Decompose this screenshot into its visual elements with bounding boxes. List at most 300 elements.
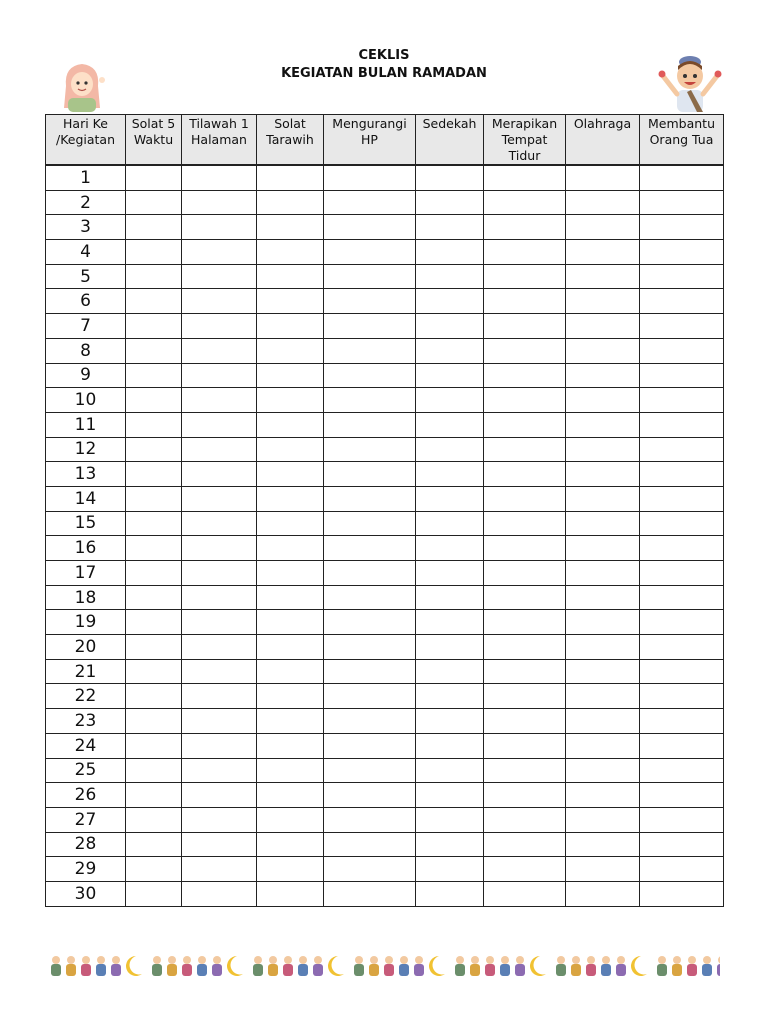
page-subtitle: KEGIATAN BULAN RAMADAN [281, 66, 487, 81]
checkbox-cell[interactable] [324, 165, 416, 190]
checkbox-cell[interactable] [257, 314, 324, 339]
checkbox-cell[interactable] [416, 832, 484, 857]
checkbox-cell[interactable] [566, 659, 640, 684]
checkbox-cell[interactable] [324, 215, 416, 240]
checkbox-cell[interactable] [324, 659, 416, 684]
checkbox-cell[interactable] [126, 783, 182, 808]
checkbox-cell[interactable] [484, 659, 566, 684]
checkbox-cell[interactable] [566, 314, 640, 339]
checkbox-cell[interactable] [640, 659, 724, 684]
checkbox-cell[interactable] [484, 733, 566, 758]
checkbox-cell[interactable] [182, 659, 257, 684]
checkbox-cell[interactable] [566, 511, 640, 536]
checkbox-cell[interactable] [484, 881, 566, 906]
checkbox-cell[interactable] [416, 190, 484, 215]
day-number: 25 [46, 758, 126, 783]
checkbox-cell[interactable] [484, 807, 566, 832]
table-row [46, 338, 724, 363]
checkbox-cell[interactable] [257, 240, 324, 265]
checkbox-cell[interactable] [640, 264, 724, 289]
checkbox-cell[interactable] [126, 215, 182, 240]
table-row [46, 240, 724, 265]
checkbox-cell[interactable] [126, 807, 182, 832]
checkbox-cell[interactable] [324, 807, 416, 832]
table-row [46, 881, 724, 906]
checkbox-cell[interactable] [126, 486, 182, 511]
ramadan-kids-border-icon [50, 950, 720, 980]
day-number: 4 [46, 240, 126, 265]
day-number: 28 [46, 832, 126, 857]
table-row [46, 388, 724, 413]
day-number: 19 [46, 610, 126, 635]
checkbox-cell[interactable] [566, 807, 640, 832]
checkbox-cell[interactable] [324, 264, 416, 289]
checkbox-cell[interactable] [257, 585, 324, 610]
day-number: 22 [46, 684, 126, 709]
checkbox-cell[interactable] [257, 388, 324, 413]
checkbox-cell[interactable] [126, 363, 182, 388]
checkbox-cell[interactable] [126, 165, 182, 190]
checkbox-cell[interactable] [640, 437, 724, 462]
day-number: 8 [46, 338, 126, 363]
checkbox-cell[interactable] [416, 684, 484, 709]
checkbox-cell[interactable] [182, 314, 257, 339]
checkbox-cell[interactable] [640, 388, 724, 413]
checkbox-cell[interactable] [484, 511, 566, 536]
checkbox-cell[interactable] [640, 486, 724, 511]
checkbox-cell[interactable] [566, 215, 640, 240]
checkbox-cell[interactable] [126, 240, 182, 265]
checkbox-cell[interactable] [182, 388, 257, 413]
checkbox-cell[interactable] [324, 511, 416, 536]
checkbox-cell[interactable] [182, 338, 257, 363]
checkbox-cell[interactable] [126, 388, 182, 413]
checkbox-cell[interactable] [257, 338, 324, 363]
checkbox-cell[interactable] [182, 264, 257, 289]
checkbox-cell[interactable] [324, 733, 416, 758]
checkbox-cell[interactable] [484, 585, 566, 610]
checkbox-cell[interactable] [484, 314, 566, 339]
day-number: 24 [46, 733, 126, 758]
checkbox-cell[interactable] [640, 832, 724, 857]
checkbox-cell[interactable] [324, 338, 416, 363]
checkbox-cell[interactable] [416, 363, 484, 388]
checkbox-cell[interactable] [640, 240, 724, 265]
day-number: 17 [46, 561, 126, 586]
checkbox-cell[interactable] [566, 536, 640, 561]
checkbox-cell[interactable] [566, 733, 640, 758]
table-row [46, 536, 724, 561]
day-number: 13 [46, 462, 126, 487]
day-number: 27 [46, 807, 126, 832]
checkbox-cell[interactable] [566, 338, 640, 363]
checkbox-cell[interactable] [324, 758, 416, 783]
checkbox-cell[interactable] [484, 610, 566, 635]
checkbox-cell[interactable] [257, 486, 324, 511]
checkbox-cell[interactable] [324, 881, 416, 906]
checkbox-cell[interactable] [126, 412, 182, 437]
checkbox-cell[interactable] [257, 684, 324, 709]
table-row [46, 215, 724, 240]
checkbox-cell[interactable] [126, 635, 182, 660]
day-number: 26 [46, 783, 126, 808]
boy-with-cap-icon [655, 50, 725, 116]
checkbox-cell[interactable] [566, 832, 640, 857]
table-row [46, 462, 724, 487]
checkbox-cell[interactable] [126, 881, 182, 906]
checkbox-cell[interactable] [324, 585, 416, 610]
checkbox-cell[interactable] [566, 363, 640, 388]
checkbox-cell[interactable] [126, 857, 182, 882]
day-number: 10 [46, 388, 126, 413]
checkbox-cell[interactable] [484, 388, 566, 413]
checkbox-cell[interactable] [257, 635, 324, 660]
checkbox-cell[interactable] [484, 165, 566, 190]
table-row [46, 289, 724, 314]
checkbox-cell[interactable] [484, 437, 566, 462]
checkbox-cell[interactable] [182, 635, 257, 660]
checkbox-cell[interactable] [416, 412, 484, 437]
checkbox-cell[interactable] [182, 758, 257, 783]
checkbox-cell[interactable] [416, 709, 484, 734]
day-number: 16 [46, 536, 126, 561]
checkbox-cell[interactable] [484, 684, 566, 709]
checkbox-cell[interactable] [324, 610, 416, 635]
checkbox-cell[interactable] [640, 536, 724, 561]
checkbox-cell[interactable] [640, 289, 724, 314]
checkbox-cell[interactable] [416, 536, 484, 561]
checkbox-cell[interactable] [182, 684, 257, 709]
day-number: 11 [46, 412, 126, 437]
checkbox-cell[interactable] [484, 412, 566, 437]
table-row [46, 412, 724, 437]
checkbox-cell[interactable] [182, 783, 257, 808]
checkbox-cell[interactable] [416, 659, 484, 684]
day-number: 29 [46, 857, 126, 882]
checkbox-cell[interactable] [640, 733, 724, 758]
checkbox-cell[interactable] [640, 190, 724, 215]
girl-in-hijab-icon [56, 58, 108, 114]
checkbox-cell[interactable] [257, 462, 324, 487]
checkbox-cell[interactable] [182, 807, 257, 832]
table-row [46, 610, 724, 635]
checkbox-cell[interactable] [182, 240, 257, 265]
checkbox-cell[interactable] [566, 190, 640, 215]
checkbox-cell[interactable] [324, 289, 416, 314]
page-title: CEKLIS [358, 48, 410, 63]
checkbox-cell[interactable] [257, 659, 324, 684]
checkbox-cell[interactable] [182, 733, 257, 758]
checkbox-cell[interactable] [484, 240, 566, 265]
checkbox-cell[interactable] [484, 215, 566, 240]
checkbox-cell[interactable] [566, 289, 640, 314]
checkbox-cell[interactable] [257, 190, 324, 215]
checkbox-cell[interactable] [484, 561, 566, 586]
checkbox-cell[interactable] [126, 437, 182, 462]
checkbox-cell[interactable] [257, 610, 324, 635]
checkbox-cell[interactable] [416, 240, 484, 265]
column-header-tilawah: Tilawah 1 Halaman [182, 115, 257, 166]
table-row [46, 733, 724, 758]
checkbox-cell[interactable] [182, 486, 257, 511]
checkbox-cell[interactable] [324, 832, 416, 857]
checkbox-cell[interactable] [324, 412, 416, 437]
checkbox-cell[interactable] [484, 289, 566, 314]
day-number: 2 [46, 190, 126, 215]
checkbox-cell[interactable] [416, 264, 484, 289]
checkbox-cell[interactable] [324, 388, 416, 413]
checkbox-cell[interactable] [640, 412, 724, 437]
checkbox-cell[interactable] [324, 536, 416, 561]
checkbox-cell[interactable] [257, 215, 324, 240]
checkbox-cell[interactable] [484, 758, 566, 783]
table-row [46, 264, 724, 289]
checkbox-cell[interactable] [416, 486, 484, 511]
checkbox-cell[interactable] [416, 857, 484, 882]
checkbox-cell[interactable] [640, 561, 724, 586]
checkbox-cell[interactable] [126, 709, 182, 734]
checkbox-cell[interactable] [257, 264, 324, 289]
checkbox-cell[interactable] [416, 289, 484, 314]
checkbox-cell[interactable] [126, 832, 182, 857]
checkbox-cell[interactable] [416, 165, 484, 190]
checkbox-cell[interactable] [566, 684, 640, 709]
checkbox-cell[interactable] [640, 585, 724, 610]
checkbox-cell[interactable] [484, 536, 566, 561]
checkbox-cell[interactable] [566, 462, 640, 487]
table-row [46, 437, 724, 462]
checkbox-cell[interactable] [416, 388, 484, 413]
day-number: 5 [46, 264, 126, 289]
checkbox-cell[interactable] [126, 684, 182, 709]
checkbox-cell[interactable] [566, 561, 640, 586]
day-number: 6 [46, 289, 126, 314]
checkbox-cell[interactable] [566, 240, 640, 265]
checkbox-cell[interactable] [640, 165, 724, 190]
checkbox-cell[interactable] [324, 561, 416, 586]
checkbox-cell[interactable] [324, 709, 416, 734]
checkbox-cell[interactable] [640, 462, 724, 487]
checkbox-cell[interactable] [640, 758, 724, 783]
column-header-merapikan-tempat-tidur: Merapikan Tempat Tidur [484, 115, 566, 166]
checkbox-cell[interactable] [640, 338, 724, 363]
checkbox-cell[interactable] [126, 264, 182, 289]
checkbox-cell[interactable] [640, 709, 724, 734]
checkbox-cell[interactable] [257, 363, 324, 388]
checkbox-cell[interactable] [182, 289, 257, 314]
checkbox-cell[interactable] [324, 783, 416, 808]
checkbox-cell[interactable] [566, 388, 640, 413]
checkbox-cell[interactable] [640, 684, 724, 709]
checkbox-cell[interactable] [416, 511, 484, 536]
table-row [46, 857, 724, 882]
checkbox-cell[interactable] [566, 610, 640, 635]
checkbox-cell[interactable] [566, 783, 640, 808]
checkbox-cell[interactable] [324, 437, 416, 462]
checkbox-cell[interactable] [126, 758, 182, 783]
checkbox-cell[interactable] [126, 511, 182, 536]
checkbox-cell[interactable] [126, 314, 182, 339]
checkbox-cell[interactable] [126, 610, 182, 635]
checkbox-cell[interactable] [566, 881, 640, 906]
checkbox-cell[interactable] [484, 190, 566, 215]
table-row [46, 709, 724, 734]
checkbox-cell[interactable] [182, 215, 257, 240]
column-header-mengurangi-hp: Mengurangi HP [324, 115, 416, 166]
checkbox-cell[interactable] [640, 511, 724, 536]
day-number: 23 [46, 709, 126, 734]
checkbox-cell[interactable] [484, 363, 566, 388]
table-row [46, 807, 724, 832]
checkbox-cell[interactable] [324, 240, 416, 265]
checkbox-cell[interactable] [126, 585, 182, 610]
checkbox-cell[interactable] [416, 338, 484, 363]
checkbox-cell[interactable] [416, 807, 484, 832]
checkbox-cell[interactable] [182, 363, 257, 388]
checkbox-cell[interactable] [182, 857, 257, 882]
day-number: 15 [46, 511, 126, 536]
checkbox-cell[interactable] [416, 635, 484, 660]
table-row [46, 832, 724, 857]
checkbox-cell[interactable] [182, 585, 257, 610]
checkbox-cell[interactable] [640, 857, 724, 882]
checkbox-cell[interactable] [257, 807, 324, 832]
checkbox-cell[interactable] [257, 733, 324, 758]
checkbox-cell[interactable] [126, 338, 182, 363]
checkbox-cell[interactable] [484, 783, 566, 808]
checkbox-cell[interactable] [484, 486, 566, 511]
checkbox-cell[interactable] [640, 881, 724, 906]
checkbox-cell[interactable] [257, 437, 324, 462]
checkbox-cell[interactable] [640, 635, 724, 660]
checkbox-cell[interactable] [416, 437, 484, 462]
checkbox-cell[interactable] [324, 486, 416, 511]
checkbox-cell[interactable] [182, 511, 257, 536]
checkbox-cell[interactable] [416, 610, 484, 635]
table-row [46, 684, 724, 709]
table-row [46, 758, 724, 783]
checkbox-cell[interactable] [416, 561, 484, 586]
checkbox-cell[interactable] [324, 190, 416, 215]
checkbox-cell[interactable] [484, 709, 566, 734]
checkbox-cell[interactable] [640, 363, 724, 388]
checkbox-cell[interactable] [566, 758, 640, 783]
checkbox-cell[interactable] [257, 536, 324, 561]
checkbox-cell[interactable] [257, 165, 324, 190]
checkbox-cell[interactable] [566, 585, 640, 610]
checkbox-cell[interactable] [416, 758, 484, 783]
checkbox-cell[interactable] [324, 635, 416, 660]
checkbox-cell[interactable] [257, 561, 324, 586]
checkbox-cell[interactable] [182, 561, 257, 586]
column-header-solat-5-waktu: Solat 5 Waktu [126, 115, 182, 166]
checkbox-cell[interactable] [484, 462, 566, 487]
checkbox-cell[interactable] [416, 462, 484, 487]
checkbox-cell[interactable] [416, 215, 484, 240]
checkbox-cell[interactable] [566, 412, 640, 437]
table-row [46, 486, 724, 511]
table-row [46, 635, 724, 660]
day-number: 30 [46, 881, 126, 906]
checkbox-cell[interactable] [182, 412, 257, 437]
checkbox-cell[interactable] [484, 264, 566, 289]
checkbox-cell[interactable] [416, 783, 484, 808]
checkbox-cell[interactable] [416, 585, 484, 610]
checkbox-cell[interactable] [640, 610, 724, 635]
checkbox-cell[interactable] [416, 733, 484, 758]
day-number: 1 [46, 165, 126, 190]
checkbox-cell[interactable] [126, 733, 182, 758]
checkbox-cell[interactable] [566, 486, 640, 511]
checkbox-cell[interactable] [126, 190, 182, 215]
checkbox-cell[interactable] [484, 338, 566, 363]
checkbox-cell[interactable] [182, 610, 257, 635]
checkbox-cell[interactable] [566, 635, 640, 660]
checkbox-cell[interactable] [257, 758, 324, 783]
table-row [46, 190, 724, 215]
checkbox-cell[interactable] [566, 264, 640, 289]
checkbox-cell[interactable] [182, 437, 257, 462]
checkbox-cell[interactable] [566, 709, 640, 734]
checkbox-cell[interactable] [324, 314, 416, 339]
checkbox-cell[interactable] [126, 462, 182, 487]
checkbox-cell[interactable] [640, 807, 724, 832]
day-number: 7 [46, 314, 126, 339]
column-header-sedekah: Sedekah [416, 115, 484, 166]
checkbox-cell[interactable] [182, 832, 257, 857]
checkbox-cell[interactable] [640, 783, 724, 808]
checkbox-cell[interactable] [257, 511, 324, 536]
column-header-olahraga: Olahraga [566, 115, 640, 166]
checkbox-cell[interactable] [484, 635, 566, 660]
checkbox-cell[interactable] [324, 363, 416, 388]
checkbox-cell[interactable] [566, 165, 640, 190]
checkbox-cell[interactable] [324, 857, 416, 882]
day-number: 18 [46, 585, 126, 610]
checkbox-cell[interactable] [416, 881, 484, 906]
checkbox-cell[interactable] [182, 536, 257, 561]
checkbox-cell[interactable] [182, 190, 257, 215]
checkbox-cell[interactable] [182, 165, 257, 190]
checkbox-cell[interactable] [257, 289, 324, 314]
checkbox-cell[interactable] [126, 536, 182, 561]
checkbox-cell[interactable] [566, 437, 640, 462]
checkbox-cell[interactable] [257, 832, 324, 857]
checkbox-cell[interactable] [484, 832, 566, 857]
checkbox-cell[interactable] [126, 289, 182, 314]
checkbox-cell[interactable] [484, 857, 566, 882]
checkbox-cell[interactable] [640, 215, 724, 240]
checkbox-cell[interactable] [126, 561, 182, 586]
checkbox-cell[interactable] [257, 412, 324, 437]
checkbox-cell[interactable] [257, 881, 324, 906]
checkbox-cell[interactable] [566, 857, 640, 882]
table-row [46, 363, 724, 388]
checkbox-cell[interactable] [182, 709, 257, 734]
checkbox-cell[interactable] [640, 314, 724, 339]
checkbox-cell[interactable] [182, 881, 257, 906]
table-row [46, 783, 724, 808]
checkbox-cell[interactable] [257, 857, 324, 882]
checkbox-cell[interactable] [182, 462, 257, 487]
checkbox-cell[interactable] [324, 684, 416, 709]
day-number: 21 [46, 659, 126, 684]
checkbox-cell[interactable] [126, 659, 182, 684]
checkbox-cell[interactable] [324, 462, 416, 487]
checkbox-cell[interactable] [416, 314, 484, 339]
checkbox-cell[interactable] [257, 783, 324, 808]
checkbox-cell[interactable] [257, 709, 324, 734]
